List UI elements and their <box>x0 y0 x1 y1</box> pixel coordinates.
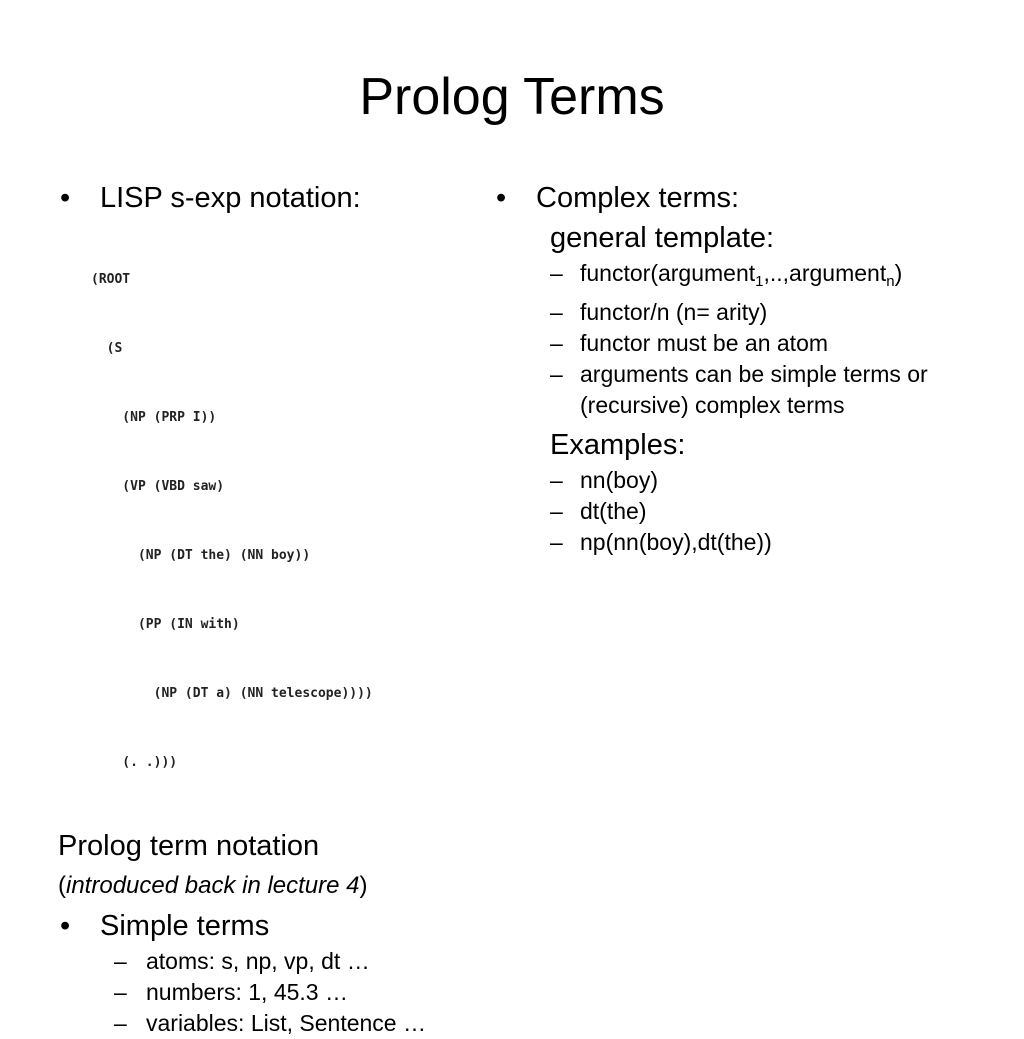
bullet-icon: • <box>496 182 507 214</box>
code-line: (NP (DT a) (NN telescope)))) <box>91 686 373 701</box>
list-item <box>494 258 1019 297</box>
functor-mid: ,..,argument <box>763 260 887 286</box>
example-nn-boy: nn(boy) <box>580 467 658 493</box>
template-heading: general template: <box>550 222 775 254</box>
dash-icon: – <box>114 979 127 1005</box>
lecture-close-paren: ) <box>359 872 368 899</box>
lisp-parse-tree <box>91 222 488 820</box>
list-item <box>58 977 488 1008</box>
examples-heading: Examples: <box>550 429 686 461</box>
dash-icon: – <box>114 948 127 974</box>
example-dt-the: dt(the) <box>580 498 647 524</box>
lecture-reference-text: introduced back in lecture 4 <box>66 872 360 899</box>
list-item <box>494 496 1019 527</box>
code-line: (ROOT <box>91 272 131 287</box>
list-item <box>58 1008 488 1039</box>
code-line: (PP (IN with) <box>91 617 240 632</box>
dash-icon: – <box>550 330 563 356</box>
dash-icon: – <box>550 498 563 524</box>
left-column <box>58 178 488 1039</box>
functor-atom: functor must be an atom <box>580 330 829 356</box>
slide-title: Prolog Terms <box>359 68 665 126</box>
code-line: (NP (DT the) (NN boy)) <box>91 548 311 563</box>
subscript-1: 1 <box>755 273 764 290</box>
list-item <box>494 297 1019 328</box>
functor-prefix: functor(argument <box>580 260 756 286</box>
dash-icon: – <box>114 1010 127 1036</box>
list-item <box>494 465 1019 496</box>
code-line: (VP (VBD saw) <box>91 479 225 494</box>
bullet-simple-terms <box>58 906 488 946</box>
right-column <box>494 178 1019 558</box>
code-line: (S <box>91 341 123 356</box>
simple-term-numbers: numbers: 1, 45.3 … <box>146 979 348 1005</box>
dash-icon: – <box>550 467 563 493</box>
bullet-icon: • <box>60 910 71 942</box>
example-np: np(nn(boy),dt(the)) <box>580 529 772 555</box>
list-item <box>58 946 488 977</box>
subscript-n: n <box>886 273 895 290</box>
dash-icon: – <box>550 361 563 387</box>
functor-template <box>580 260 903 290</box>
list-item <box>494 328 1019 359</box>
bullet-icon: • <box>60 182 71 214</box>
dash-icon: – <box>550 529 563 555</box>
arguments-description: arguments can be simple terms or (recursive) complex terms <box>580 361 928 418</box>
bullet-lisp-notation <box>58 178 488 218</box>
bullet-simple-label: Simple terms <box>100 910 270 942</box>
bullet-complex-terms <box>494 178 1019 218</box>
list-item <box>494 527 1019 558</box>
simple-term-atoms: atoms: s, np, vp, dt … <box>146 948 370 974</box>
functor-arity: functor/n (n= arity) <box>580 299 768 325</box>
code-line: (. .))) <box>91 755 178 770</box>
lecture-reference <box>58 866 488 906</box>
bullet-lisp-label: LISP s-exp notation: <box>100 182 361 214</box>
simple-term-variables: variables: List, Sentence … <box>146 1010 426 1036</box>
prolog-notation-heading: Prolog term notation <box>58 830 320 862</box>
code-line: (NP (PRP I)) <box>91 410 217 425</box>
functor-suffix: ) <box>894 260 903 286</box>
dash-icon: – <box>550 260 563 286</box>
bullet-complex-label: Complex terms: <box>536 182 740 214</box>
dash-icon: – <box>550 299 563 325</box>
list-item <box>494 359 1020 421</box>
lecture-open-paren: ( <box>58 872 66 899</box>
